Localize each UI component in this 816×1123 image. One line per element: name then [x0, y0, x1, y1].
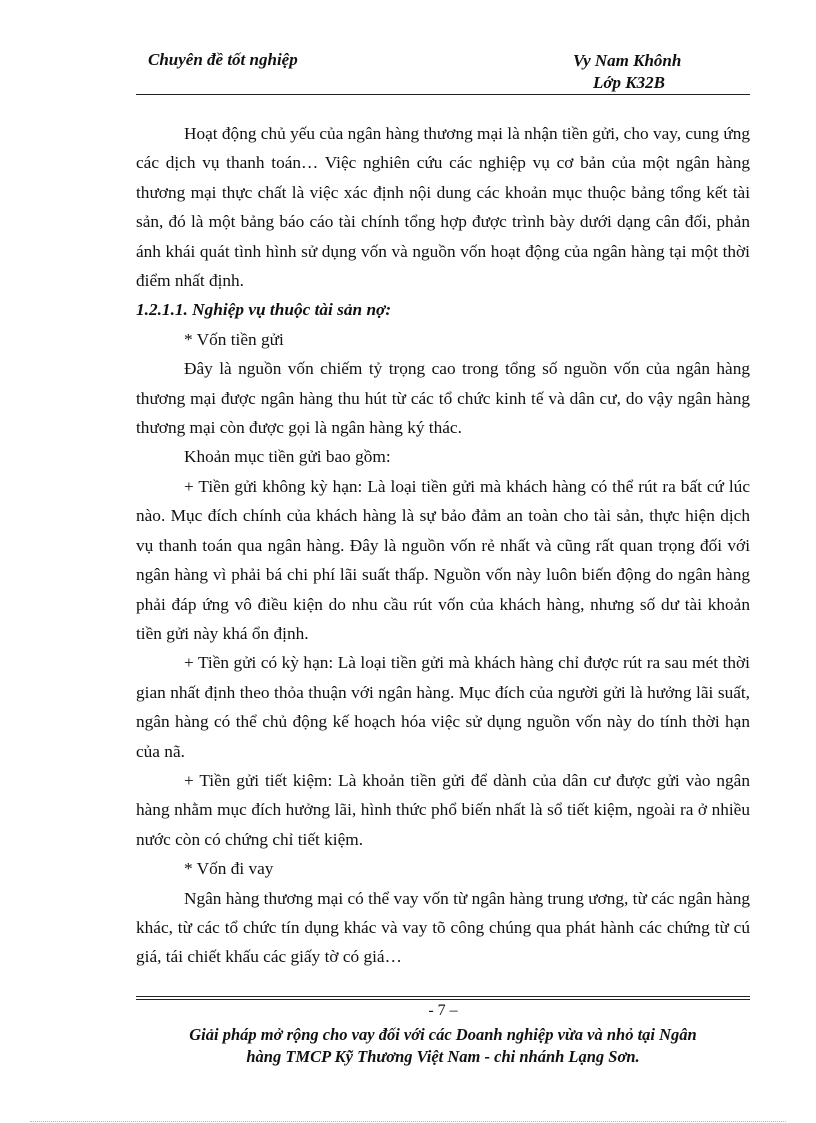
footer-divider-top — [136, 996, 750, 997]
page-edge-dotted-line — [30, 1121, 786, 1122]
header-class: Lớp K32B — [593, 73, 665, 92]
page-body — [136, 119, 750, 972]
footer-thesis-title — [136, 1024, 750, 1068]
paragraph-deposit-items: Khoản mục tiền gửi bao gồm: — [184, 447, 391, 467]
footer-title-line-2: hàng TMCP Kỹ Thương Việt Nam - chi nhánh Lạng Sơn. — [246, 1047, 640, 1066]
subheading-borrowed-capital: * Vốn đi vay — [184, 859, 274, 879]
header-author-block — [560, 50, 730, 94]
header-document-type: Chuyên đề tốt nghiệp — [148, 50, 298, 69]
page-number: - 7 – — [428, 1002, 458, 1019]
paragraph-intro: Hoạt động chủ yếu của ngân hàng thương mại là nhận tiền gửi, cho vay, cung ứng các dịch vụ thanh toán… Việc nghiên cứu các nghiệp vụ cơ bản của một ngân hàng thương mại thực chất là việc xác định nội dung các khoản mục thuộc bảng tổng kết tài sản, đó là một bảng báo cáo tài chính tổng hợp được trình bày dưới dạng cân đối, phản ánh khái quát tình hình sử dụng vốn và nguồn vốn hoạt động của ngân hàng tại một thời điểm nhất định. — [136, 124, 750, 291]
header-divider — [136, 94, 750, 95]
paragraph-savings-deposit: + Tiền gửi tiết kiệm: Là khoản tiền gửi để dành của dân cư được gửi vào ngân hàng nhằm mục đích hưởng lãi, hình thức phổ biến nhất là sổ tiết kiệm, ngoài ra ở nhiều nước còn có chứng chỉ tiết kiệm. — [136, 770, 750, 849]
footer-title-line-1: Giải pháp mở rộng cho vay đối với các Doanh nghiệp vừa và nhỏ tại Ngân — [189, 1025, 697, 1044]
header-author-name: Vy Nam Khônh — [573, 51, 682, 70]
paragraph-demand-deposit: + Tiền gửi không kỳ hạn: Là loại tiền gửi mà khách hàng có thể rút ra bất cứ lúc nào. Mục đích chính của khách hàng là sự bảo đảm an toàn cho tài sản, thực hiện dịch vụ thanh toán qua ngân hàng. Đây là nguồn vốn rẻ nhất và cũng rất quan trọng đối với ngân hàng vì phải bá chi phí lãi suất thấp. Nguồn vốn này luôn biến động do ngân hàng phải đáp ứng vô điều kiện do nhu cầu rút vốn của khách hàng, nhưng số dư tài khoản tiền gửi này khá ổn định. — [136, 476, 750, 643]
footer-divider-bottom — [136, 999, 750, 1000]
paragraph-term-deposit: + Tiền gửi có kỳ hạn: Là loại tiền gửi mà khách hàng chỉ được rút ra sau mét thời gian nhất định theo thỏa thuận với ngân hàng. Mục đích của người gửi là hưởng lãi suất, ngân hàng có thể chủ động kế hoạch hóa việc sử dụng nguồn vốn này do tính thời hạn của nã. — [136, 653, 750, 761]
paragraph-borrowing: Ngân hàng thương mại có thể vay vốn từ ngân hàng trung ương, từ các ngân hàng khác, từ các tổ chức tín dụng khác và vay tõ công chúng qua phát hành các chứng từ cú giá, tái chiết khấu các giấy tờ có giá… — [136, 888, 750, 967]
paragraph-deposit-definition: Đây là nguồn vốn chiếm tỷ trọng cao trong tổng số nguồn vốn của ngân hàng thương mại được ngân hàng thu hút từ các tổ chức kinh tế và dân cư, do vậy ngân hàng thương mại còn được gọi là ngân hàng ký thác. — [136, 359, 750, 438]
section-heading: 1.2.1.1. Nghiệp vụ thuộc tài sản nợ: — [136, 300, 392, 320]
subheading-deposit-capital: * Vốn tiền gửi — [184, 329, 284, 349]
